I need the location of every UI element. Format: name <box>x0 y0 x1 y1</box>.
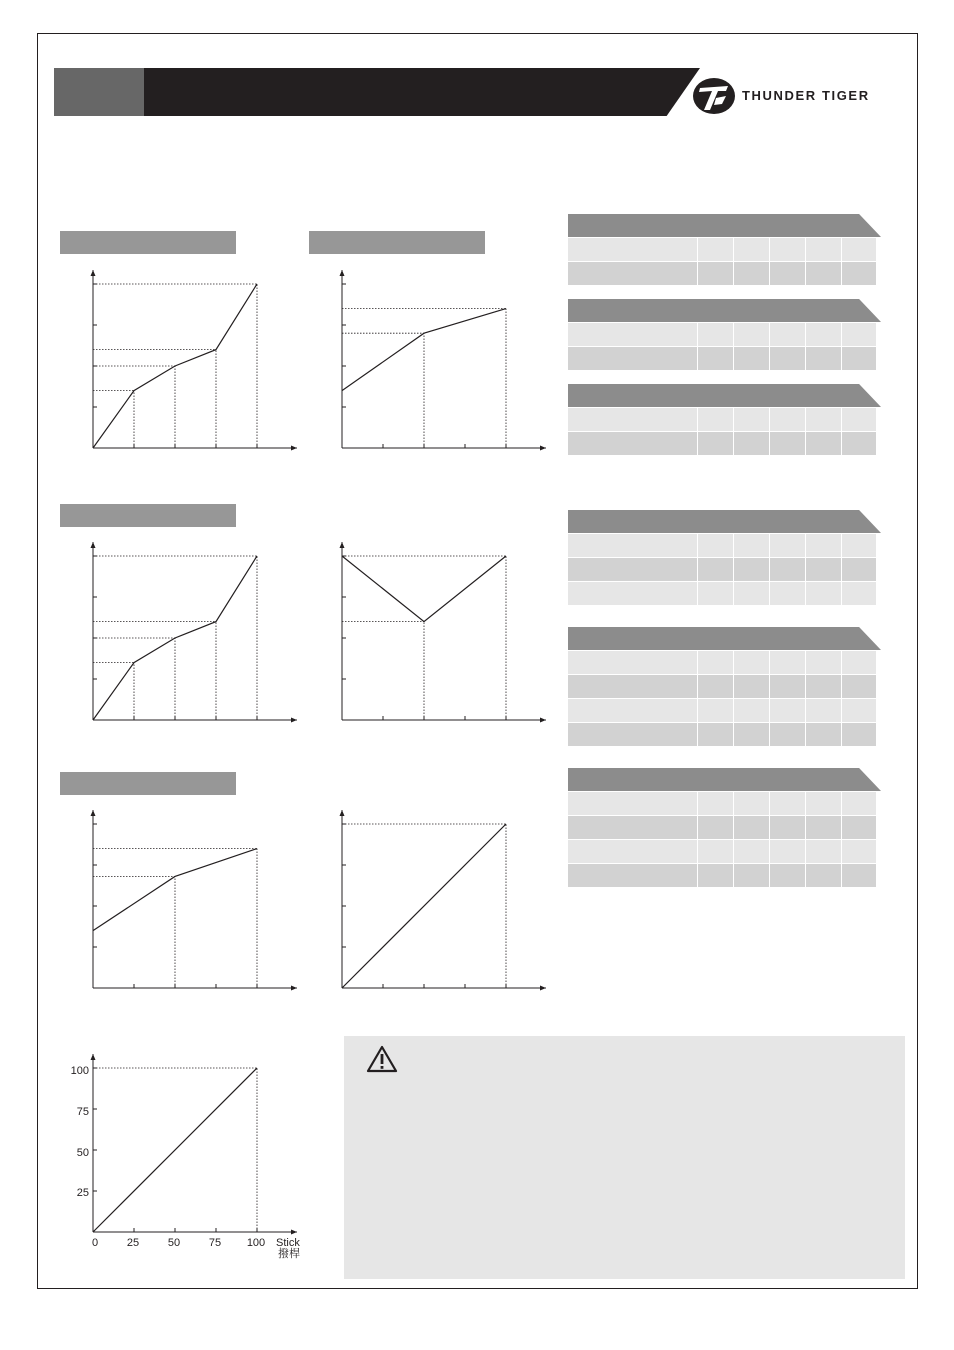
y-axis-arrow <box>340 270 345 276</box>
x-axis-arrow <box>540 986 546 991</box>
curve-chart-c <box>80 540 305 730</box>
y-tick-label: 75 <box>76 1106 89 1118</box>
settings-table <box>568 299 881 370</box>
table-row <box>568 262 881 285</box>
series-line <box>342 824 506 988</box>
x-tick-label: 50 <box>167 1237 181 1249</box>
x-axis-arrow <box>291 986 297 991</box>
table-row <box>568 840 881 863</box>
curve-chart-e <box>80 808 305 998</box>
chart-label-bar <box>60 504 236 527</box>
header-bar <box>144 68 700 116</box>
y-axis-arrow <box>91 1054 96 1060</box>
y-tick-label: 25 <box>76 1187 89 1199</box>
table-row <box>568 323 881 346</box>
table-row <box>568 238 881 261</box>
series-line <box>93 1068 257 1232</box>
x-tick-label: 25 <box>126 1237 140 1249</box>
curve-chart-g <box>60 1052 310 1267</box>
table-row <box>568 792 881 815</box>
chart-label-bar <box>60 231 236 254</box>
table-row <box>568 723 881 746</box>
y-axis-arrow <box>340 810 345 816</box>
x-axis-arrow <box>540 446 546 451</box>
settings-table <box>568 384 881 455</box>
table-header <box>568 299 881 322</box>
y-tick-label: 100 <box>70 1065 89 1077</box>
table-row <box>568 675 881 698</box>
chart-label-bar <box>60 772 236 795</box>
table-row <box>568 408 881 431</box>
curve-chart-b <box>329 268 554 458</box>
table-row <box>568 432 881 455</box>
settings-table <box>568 768 881 887</box>
table-row <box>568 699 881 722</box>
x-axis-arrow <box>291 718 297 723</box>
table-row <box>568 534 881 557</box>
x-axis-arrow <box>291 446 297 451</box>
table-row <box>568 864 881 887</box>
table-header <box>568 627 881 650</box>
table-row <box>568 651 881 674</box>
curve-chart-f <box>329 808 554 998</box>
table-header <box>568 384 881 407</box>
table-header <box>568 768 881 791</box>
curve-chart-d <box>329 540 554 730</box>
table-header <box>568 510 881 533</box>
x-axis-arrow <box>291 1230 297 1235</box>
x-tick-label: 100 <box>246 1237 266 1249</box>
series-line <box>342 556 506 622</box>
table-row <box>568 816 881 839</box>
y-axis-arrow <box>340 542 345 548</box>
warning-icon <box>365 1044 399 1074</box>
x-tick-label: 0 <box>91 1237 99 1249</box>
x-axis-label: Stick <box>276 1237 300 1249</box>
y-axis-arrow <box>91 542 96 548</box>
settings-table <box>568 510 881 605</box>
warning-box <box>344 1036 905 1279</box>
x-tick-label: 75 <box>208 1237 222 1249</box>
settings-table <box>568 214 881 285</box>
brand-name: THUNDER TIGER <box>742 88 870 103</box>
curve-chart-a <box>80 268 305 458</box>
settings-table <box>568 627 881 746</box>
table-row <box>568 347 881 370</box>
table-row <box>568 558 881 581</box>
chart-label-bar <box>309 231 485 254</box>
x-axis-label-zh: 撥桿 <box>278 1248 300 1260</box>
table-row <box>568 582 881 605</box>
y-axis-arrow <box>91 810 96 816</box>
table-header <box>568 214 881 237</box>
y-axis-arrow <box>91 270 96 276</box>
x-axis-arrow <box>540 718 546 723</box>
header-tab-block <box>54 68 146 116</box>
y-tick-label: 50 <box>76 1147 89 1159</box>
